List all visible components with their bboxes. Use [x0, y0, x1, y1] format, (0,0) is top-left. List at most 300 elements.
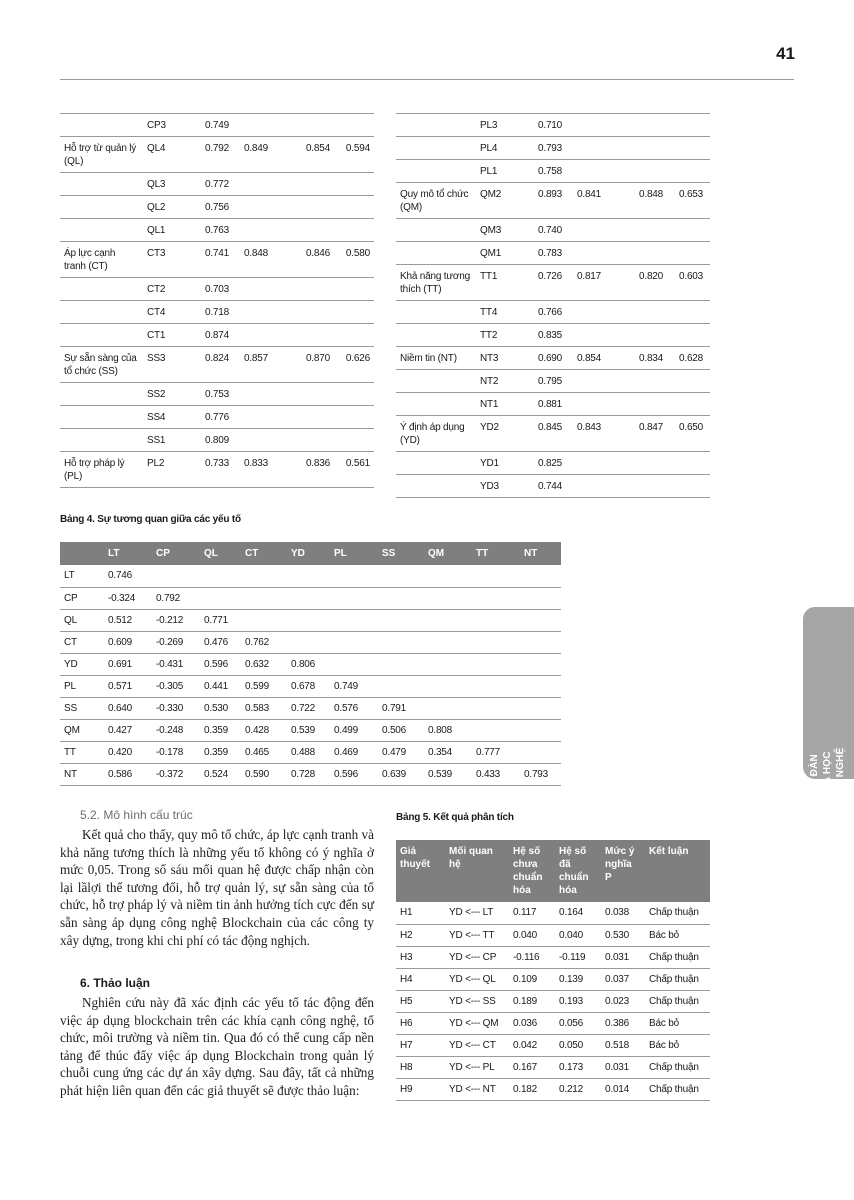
table-cell: Bác bỏ [645, 924, 710, 946]
table-cell: CP [60, 587, 104, 609]
table-cell [342, 173, 374, 196]
table-cell [635, 219, 675, 242]
table-row [60, 429, 374, 452]
column-header: Mức ý nghĩa P [601, 840, 645, 902]
table-cell: YD <--- CT [445, 1034, 509, 1056]
table-cell: SS2 [143, 383, 201, 406]
table-cell [396, 324, 476, 347]
side-tab-line2: KHOA HỌC CÔNG NGHỆ [822, 747, 846, 811]
table-row [60, 697, 561, 719]
table-cell: LT [60, 565, 104, 587]
table-cell: 0.561 [342, 452, 374, 488]
table-cell: QL [60, 609, 104, 631]
table-cell: 0.808 [424, 719, 472, 741]
table-row [396, 301, 710, 324]
table-cell: 0.722 [287, 697, 330, 719]
table-cell: QM3 [476, 219, 534, 242]
table-cell [424, 565, 472, 587]
table-cell [240, 429, 302, 452]
table-cell: 0.040 [509, 924, 555, 946]
table-cell: H2 [396, 924, 445, 946]
table-cell: -0.178 [152, 741, 200, 763]
table-cell: 0.792 [152, 587, 200, 609]
table-cell: SS [60, 697, 104, 719]
table-row [396, 475, 710, 498]
table-cell [520, 675, 561, 697]
table-cell [287, 587, 330, 609]
table-cell: YD3 [476, 475, 534, 498]
table-cell [675, 114, 710, 137]
table-cell [472, 609, 520, 631]
table-cell [302, 196, 342, 219]
table-row [396, 183, 710, 219]
table-cell [472, 719, 520, 741]
table-cell [573, 452, 635, 475]
table-cell [573, 324, 635, 347]
table-cell: CT3 [143, 242, 201, 278]
table-cell: 0.653 [675, 183, 710, 219]
table-cell [573, 114, 635, 137]
table-cell: YD <--- NT [445, 1078, 509, 1100]
table-cell: 0.847 [635, 416, 675, 452]
table-cell [396, 370, 476, 393]
table-cell [240, 406, 302, 429]
table-cell: CT [60, 631, 104, 653]
table-cell: 0.746 [104, 565, 152, 587]
table-cell [302, 301, 342, 324]
column-header: CT [241, 542, 287, 565]
table-row [60, 301, 374, 324]
table-cell [635, 137, 675, 160]
table-cell [396, 160, 476, 183]
table-cell: SS4 [143, 406, 201, 429]
table-cell [241, 609, 287, 631]
table-cell: NT1 [476, 393, 534, 416]
table-cell [675, 160, 710, 183]
table-cell [342, 429, 374, 452]
table-cell: QL1 [143, 219, 201, 242]
table-cell: 0.795 [534, 370, 573, 393]
table-cell: 0.524 [200, 763, 241, 785]
table-row [60, 406, 374, 429]
table-cell [520, 653, 561, 675]
table-cell: 0.749 [330, 675, 378, 697]
column-header: Kết luận [645, 840, 710, 902]
table-cell [342, 278, 374, 301]
table-cell [520, 609, 561, 631]
column-header: QL [200, 542, 241, 565]
table-cell: CT1 [143, 324, 201, 347]
table-cell: H8 [396, 1056, 445, 1078]
page-number: 41 [776, 44, 795, 63]
table-cell: 0.854 [302, 137, 342, 173]
table-cell: CP3 [143, 114, 201, 137]
table-cell: 0.836 [302, 452, 342, 488]
table-cell: 0.825 [534, 452, 573, 475]
table-cell: 0.835 [534, 324, 573, 347]
table-cell: 0.427 [104, 719, 152, 741]
table-row [60, 587, 561, 609]
table-row [60, 278, 374, 301]
table-cell [520, 587, 561, 609]
table-cell: 0.749 [201, 114, 240, 137]
table-cell: 0.848 [240, 242, 302, 278]
table-cell [302, 324, 342, 347]
table-cell [635, 393, 675, 416]
side-tab-label [808, 736, 847, 822]
table-cell: Khả năng tương thích (TT) [396, 265, 476, 301]
table-cell [520, 631, 561, 653]
table-cell: -0.324 [104, 587, 152, 609]
table-cell [424, 587, 472, 609]
table-cell [378, 675, 424, 697]
table-cell: 0.791 [378, 697, 424, 719]
table-cell: -0.212 [152, 609, 200, 631]
table-cell [424, 697, 472, 719]
table-cell: 0.530 [200, 697, 241, 719]
table-row [60, 719, 561, 741]
table-cell: YD <--- PL [445, 1056, 509, 1078]
table-cell: 0.753 [201, 383, 240, 406]
table-row [60, 114, 374, 137]
table-cell: 0.857 [240, 347, 302, 383]
table-cell: NT3 [476, 347, 534, 370]
table-cell: SS1 [143, 429, 201, 452]
table-row [60, 196, 374, 219]
table-cell [200, 587, 241, 609]
table-row [396, 393, 710, 416]
table-cell: TT4 [476, 301, 534, 324]
table-cell: 0.441 [200, 675, 241, 697]
table-cell: H3 [396, 946, 445, 968]
table-cell: 0.758 [534, 160, 573, 183]
table-cell [330, 653, 378, 675]
table-cell [635, 452, 675, 475]
table-cell: 0.806 [287, 653, 330, 675]
table-cell [302, 278, 342, 301]
table-cell [396, 475, 476, 498]
table-cell: 0.776 [201, 406, 240, 429]
table-cell: -0.372 [152, 763, 200, 785]
table-cell: -0.269 [152, 631, 200, 653]
table-row [396, 219, 710, 242]
table-cell [330, 609, 378, 631]
table-cell [60, 383, 143, 406]
table-cell [330, 587, 378, 609]
table-cell: Áp lực cạnh tranh (CT) [60, 242, 143, 278]
table-cell [342, 301, 374, 324]
table-cell [342, 406, 374, 429]
table-cell [573, 219, 635, 242]
table-cell [60, 219, 143, 242]
table-row [396, 114, 710, 137]
table-cell: 0.580 [342, 242, 374, 278]
table-cell [472, 587, 520, 609]
table-cell [635, 475, 675, 498]
table-cell: -0.116 [509, 946, 555, 968]
table-cell: 0.599 [241, 675, 287, 697]
table-cell: 0.848 [635, 183, 675, 219]
table-cell [573, 301, 635, 324]
column-header: Mối quan hệ [445, 840, 509, 902]
table-cell: TT1 [476, 265, 534, 301]
table-cell: 0.038 [601, 902, 645, 924]
table-row [396, 902, 710, 924]
table-cell: 0.841 [573, 183, 635, 219]
table-cell: Sự sẵn sàng của tổ chức (SS) [60, 347, 143, 383]
table-cell: H1 [396, 902, 445, 924]
table-cell [330, 565, 378, 587]
table-row [396, 946, 710, 968]
table-cell: 0.476 [200, 631, 241, 653]
table-cell: 0.586 [104, 763, 152, 785]
table-cell [635, 114, 675, 137]
table-cell [240, 219, 302, 242]
table-cell [342, 196, 374, 219]
table-cell: 0.050 [555, 1034, 601, 1056]
table-cell: 0.834 [635, 347, 675, 370]
table-cell [287, 631, 330, 653]
table-cell: 0.849 [240, 137, 302, 173]
table-cell [396, 301, 476, 324]
table-cell: 0.626 [342, 347, 374, 383]
table-cell [635, 301, 675, 324]
table-cell [302, 219, 342, 242]
table-cell [330, 631, 378, 653]
table-cell: 0.023 [601, 990, 645, 1012]
table-row [60, 383, 374, 406]
table-cell: 0.056 [555, 1012, 601, 1034]
measurement-table-left [60, 113, 374, 488]
table-cell [302, 406, 342, 429]
table-cell: 0.109 [509, 968, 555, 990]
column-header [60, 542, 104, 565]
table-row [396, 1078, 710, 1100]
table-cell: QL2 [143, 196, 201, 219]
table-cell: 0.603 [675, 265, 710, 301]
table-cell: 0.386 [601, 1012, 645, 1034]
table-cell: 0.792 [201, 137, 240, 173]
table-cell: 0.037 [601, 968, 645, 990]
table-cell [378, 587, 424, 609]
table-cell: 0.650 [675, 416, 710, 452]
column-header: Giả thuyết [396, 840, 445, 902]
table-cell [60, 114, 143, 137]
table-cell: YD <--- LT [445, 902, 509, 924]
table-cell: Chấp thuận [645, 946, 710, 968]
table-cell [396, 242, 476, 265]
table-cell [240, 114, 302, 137]
table-cell: -0.330 [152, 697, 200, 719]
table-cell: Niềm tin (NT) [396, 347, 476, 370]
table-row [60, 741, 561, 763]
table-cell: 0.479 [378, 741, 424, 763]
table-cell: Quy mô tổ chức (QM) [396, 183, 476, 219]
table-cell: Chấp thuận [645, 1078, 710, 1100]
table-cell [60, 406, 143, 429]
table-row [396, 265, 710, 301]
table-cell: 0.539 [287, 719, 330, 741]
table-row [60, 631, 561, 653]
table-cell: 0.596 [200, 653, 241, 675]
table-cell: 0.870 [302, 347, 342, 383]
table-cell: 0.164 [555, 902, 601, 924]
table-row [60, 565, 561, 587]
column-header: QM [424, 542, 472, 565]
table-cell: TT [60, 741, 104, 763]
table-cell: YD [60, 653, 104, 675]
table4-caption: Bảng 4. Sự tương quan giữa các yếu tố [60, 514, 241, 525]
table5-caption: Bảng 5. Kết quả phân tích [396, 812, 514, 823]
table-cell: 0.583 [241, 697, 287, 719]
table-cell: 0.793 [534, 137, 573, 160]
table-cell [287, 565, 330, 587]
table-cell: Chấp thuận [645, 968, 710, 990]
table-row [60, 675, 561, 697]
table-cell: 0.843 [573, 416, 635, 452]
table-cell: Hỗ trợ từ quản lý (QL) [60, 137, 143, 173]
table-cell [302, 114, 342, 137]
table-cell: 0.014 [601, 1078, 645, 1100]
table-cell: 0.893 [534, 183, 573, 219]
table-cell: NT [60, 763, 104, 785]
table-cell: 0.728 [287, 763, 330, 785]
column-header: CP [152, 542, 200, 565]
table-row [396, 370, 710, 393]
table-cell [342, 114, 374, 137]
table-row [60, 763, 561, 785]
column-header: YD [287, 542, 330, 565]
table-cell [675, 475, 710, 498]
table-cell [472, 565, 520, 587]
table-cell: 0.833 [240, 452, 302, 488]
table-row [60, 324, 374, 347]
table-cell: 0.783 [534, 242, 573, 265]
table-cell: 0.117 [509, 902, 555, 924]
table-cell: 0.854 [573, 347, 635, 370]
table-cell: 0.139 [555, 968, 601, 990]
table-cell [60, 173, 143, 196]
table-cell: 0.678 [287, 675, 330, 697]
table-cell: YD <--- CP [445, 946, 509, 968]
table-cell [396, 114, 476, 137]
table-row [60, 137, 374, 173]
table-cell: 0.690 [534, 347, 573, 370]
table-cell: QM [60, 719, 104, 741]
table-cell: Hỗ trợ pháp lý (PL) [60, 452, 143, 488]
table-cell: 0.740 [534, 219, 573, 242]
table-cell [675, 301, 710, 324]
table-cell [60, 301, 143, 324]
table-cell: 0.756 [201, 196, 240, 219]
table-cell: Ý định áp dụng (YD) [396, 416, 476, 452]
table-cell [240, 324, 302, 347]
table-cell [424, 609, 472, 631]
table-cell [573, 370, 635, 393]
table-cell [472, 653, 520, 675]
table-cell: 0.596 [330, 763, 378, 785]
table-cell: 0.766 [534, 301, 573, 324]
table-row [60, 219, 374, 242]
table-cell [675, 242, 710, 265]
table-cell: 0.845 [534, 416, 573, 452]
table-cell [424, 653, 472, 675]
table-cell: 0.212 [555, 1078, 601, 1100]
table-cell: 0.189 [509, 990, 555, 1012]
table-cell: PL4 [476, 137, 534, 160]
column-header: TT [472, 542, 520, 565]
table-cell: NT2 [476, 370, 534, 393]
table-cell [675, 393, 710, 416]
table-cell: YD2 [476, 416, 534, 452]
table-row [396, 416, 710, 452]
table-cell [472, 631, 520, 653]
table-cell: 0.639 [378, 763, 424, 785]
table-row [396, 968, 710, 990]
table-cell: QL4 [143, 137, 201, 173]
table-row [396, 1012, 710, 1034]
table-cell: 0.744 [534, 475, 573, 498]
table-cell: 0.820 [635, 265, 675, 301]
table-cell: -0.248 [152, 719, 200, 741]
table-cell: 0.193 [555, 990, 601, 1012]
table-cell: 0.703 [201, 278, 240, 301]
table-cell [675, 324, 710, 347]
table-cell [396, 452, 476, 475]
table-cell [573, 475, 635, 498]
table-cell [241, 587, 287, 609]
table-cell: 0.632 [241, 653, 287, 675]
table-cell: 0.874 [201, 324, 240, 347]
table-row [396, 160, 710, 183]
table-cell: Bác bỏ [645, 1012, 710, 1034]
table-cell: 0.359 [200, 741, 241, 763]
column-header: Hệ số chưa chuẩn hóa [509, 840, 555, 902]
section-5-2-paragraph: Kết quả cho thấy, quy mô tổ chức, áp lực cạnh tranh và khả năng tương thích là những yếu tố không có ý nghĩa ở mức 0,05. Trong số sáu mối quan hệ được chấp nhận còn lại lầlợi thế tương đối, hỗ trợ quản lý, sự sẵn sàng của tổ chức, hỗ trợ pháp lý và niềm tin ảnh hưởng tích cực đến sự sẵn sàng áp dụng công nghệ Blockchain của các công ty xây dựng, trong khi chi phí có tác động nghịch. [60, 827, 374, 948]
table-cell: PL2 [143, 452, 201, 488]
table-cell [240, 301, 302, 324]
table-cell: 0.173 [555, 1056, 601, 1078]
table-cell: 0.771 [200, 609, 241, 631]
column-header: PL [330, 542, 378, 565]
table-cell: 0.710 [534, 114, 573, 137]
table-cell: 0.763 [201, 219, 240, 242]
table-cell: CT2 [143, 278, 201, 301]
table-cell [240, 196, 302, 219]
section-5-2-title: 5.2. Mô hình cấu trúc [80, 808, 193, 822]
table-cell: 0.571 [104, 675, 152, 697]
table-cell [520, 697, 561, 719]
table-row [396, 347, 710, 370]
table-cell [378, 565, 424, 587]
correlation-table [60, 542, 561, 786]
table-cell: 0.354 [424, 741, 472, 763]
table-cell: -0.431 [152, 653, 200, 675]
table-cell [573, 393, 635, 416]
table-cell: H7 [396, 1034, 445, 1056]
table-cell: 0.640 [104, 697, 152, 719]
table-cell: 0.718 [201, 301, 240, 324]
header-rule [60, 79, 794, 80]
table-row [396, 242, 710, 265]
table-cell: PL [60, 675, 104, 697]
table-cell [342, 219, 374, 242]
table-row [60, 452, 374, 488]
table-cell: 0.539 [424, 763, 472, 785]
table-cell: 0.590 [241, 763, 287, 785]
column-header: NT [520, 542, 561, 565]
table-cell [302, 429, 342, 452]
